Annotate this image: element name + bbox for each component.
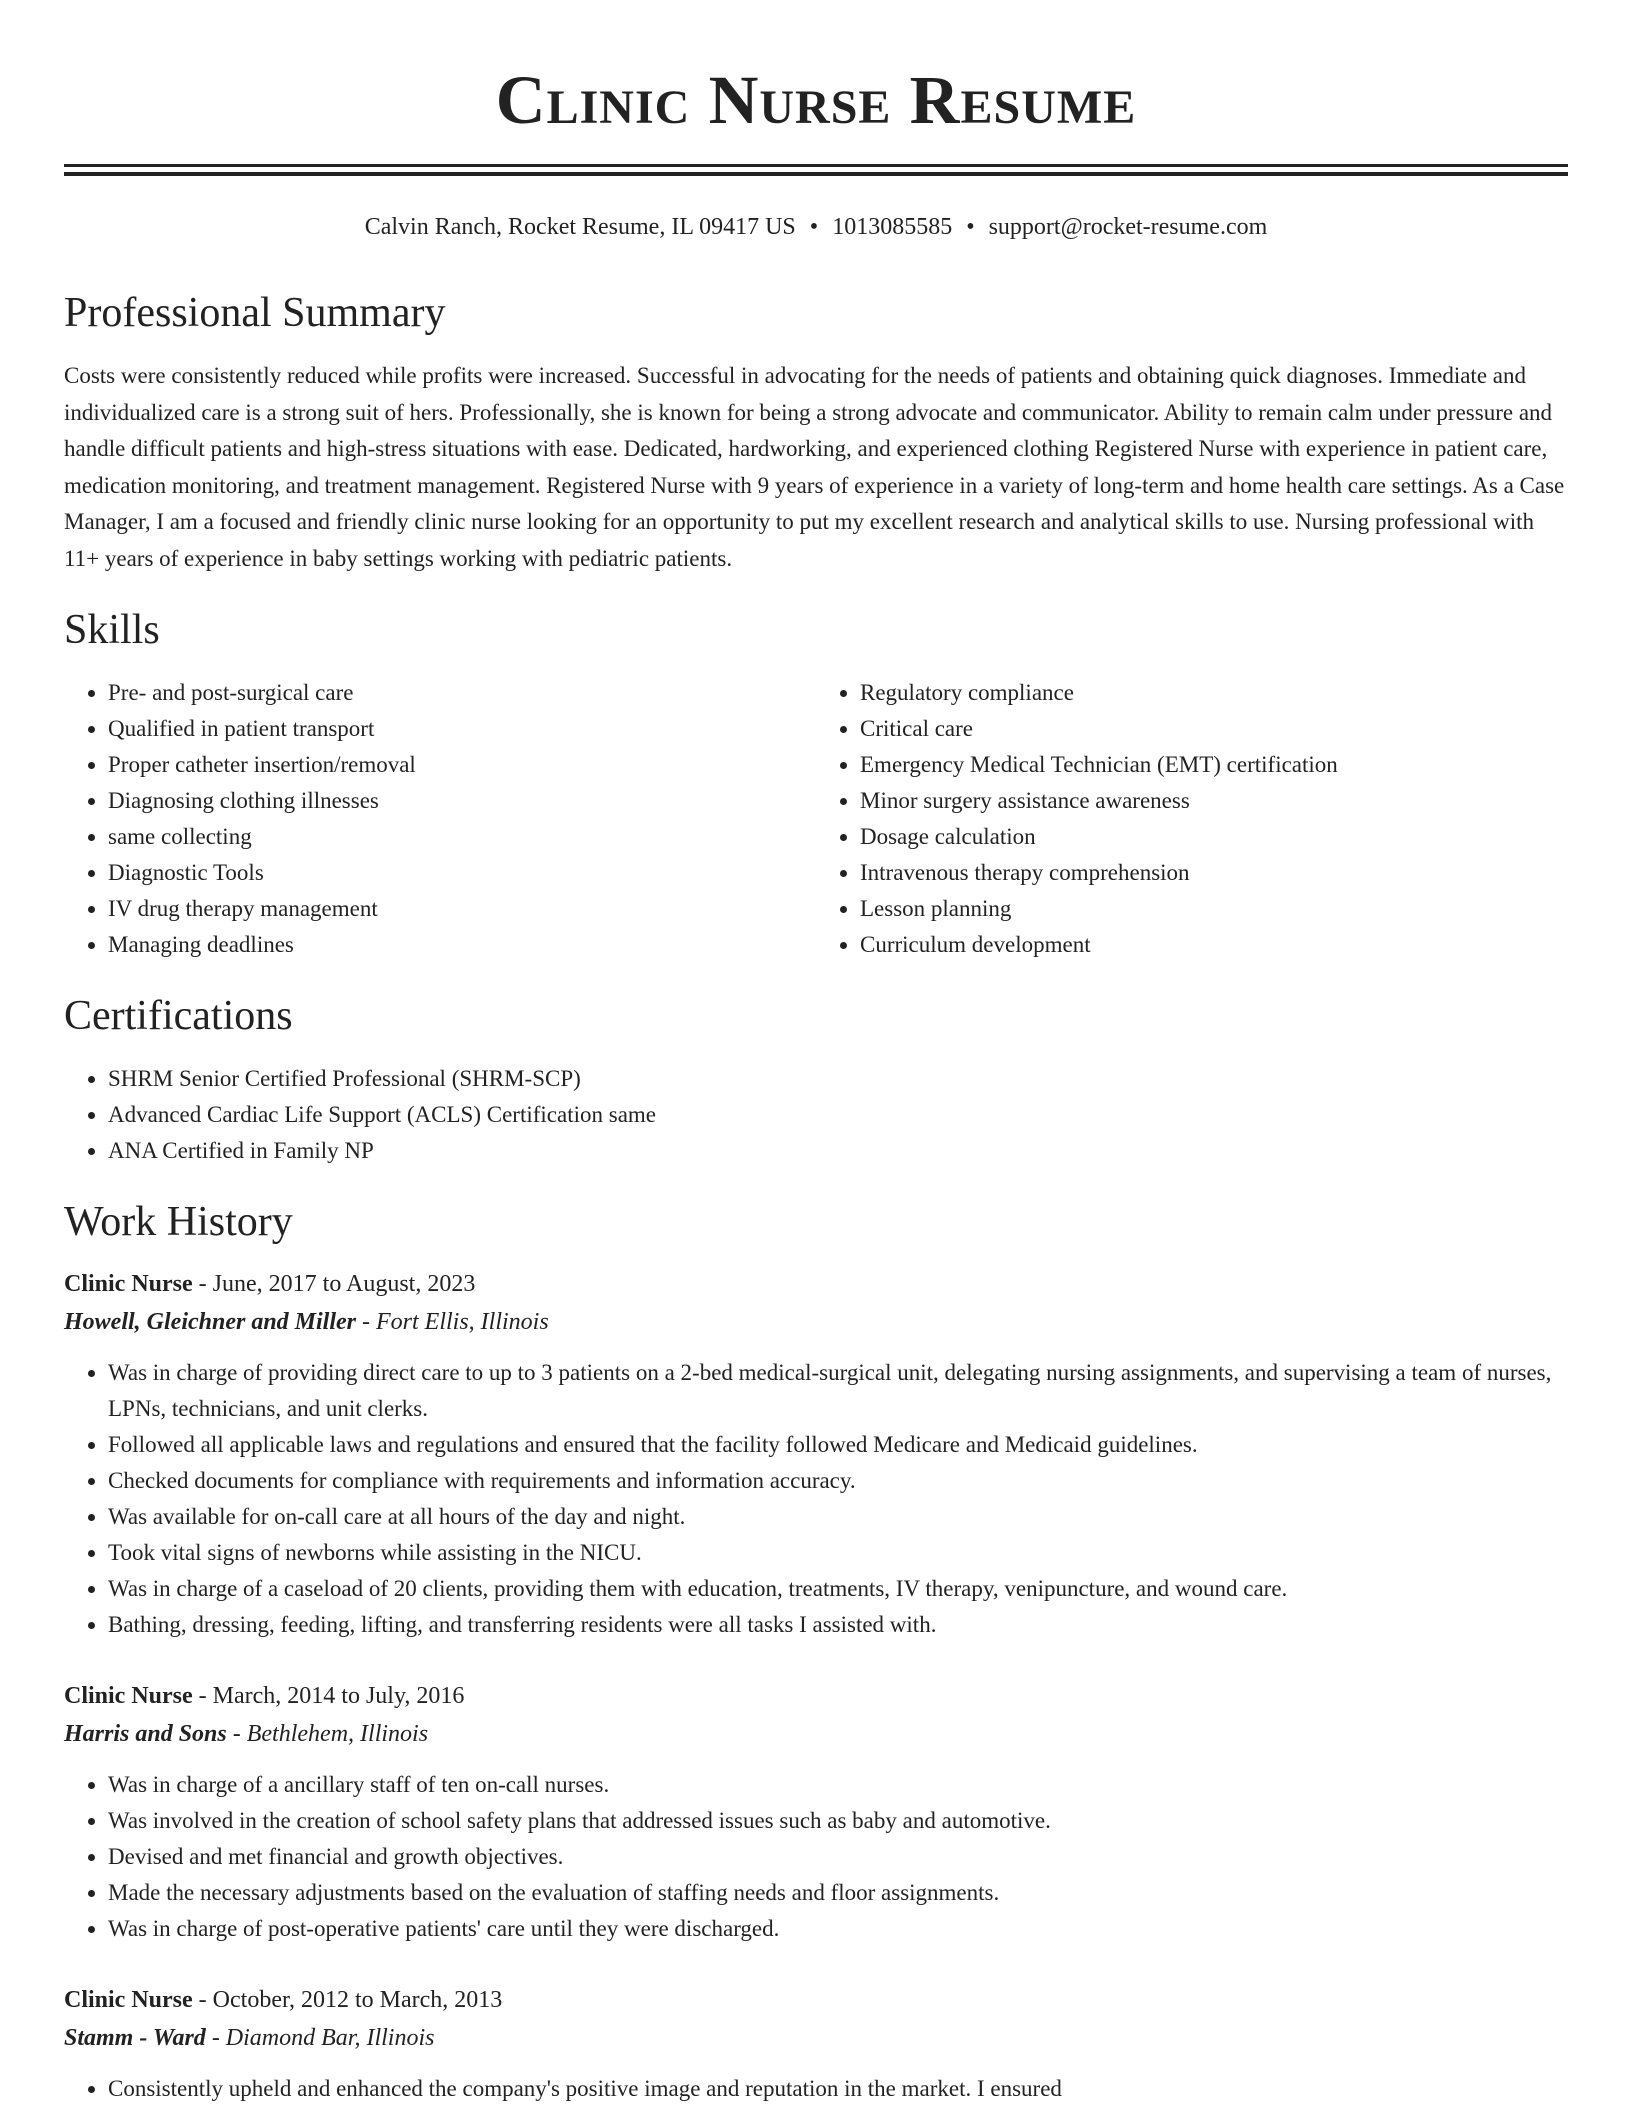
summary-text: Costs were consistently reduced while profits were increased. Successful in advocating for the needs of patients and obtaining quick diagnoses. Immediate and individualized care is a strong suit of hers. Professionally, she is known for being a strong advocate and communicator. Ability to remain calm under pressure and handle difficult patients and high-stress situations with ease. Dedicated, hardworking, and experienced clothing Registered Nurse with experience in patient care, medication monitoring, and treatment management. Registered Nurse with 9 years of experience in a variety of long-term and home health care settings. As a Case Manager, I am a focused and friendly clinic nurse looking for an opportunity to put my excellent research and analytical skills to use. Nursing professional with 11+ years of experience in baby settings working with pediatric patients. (64, 363, 1565, 571)
job-bullet: • Was in charge of post-operative patients' care until they were discharged. (108, 1911, 1568, 1947)
job-bullet: • Devised and met financial and growth objectives. (108, 1839, 1568, 1875)
job-role: Clinic Nurse (64, 1987, 193, 2013)
certifications-list (64, 1061, 1568, 1169)
job-entry (64, 1265, 1568, 1643)
skill-item: • IV drug therapy management (108, 891, 816, 927)
contact-email[interactable]: support@rocket-resume.com (988, 214, 1268, 240)
job-bullet: • Made the necessary adjustments based on the evaluation of staffing needs and floor assignments. (108, 1875, 1568, 1911)
skill-item: • Lesson planning (860, 891, 1568, 927)
job-bullet: • Followed all applicable laws and regulations and ensured that the facility followed Medicare and Medicaid guidelines. (108, 1427, 1568, 1463)
work-history-section (64, 1197, 1568, 2107)
contact-address: Calvin Ranch, Rocket Resume, IL 09417 US (364, 214, 796, 240)
job-company: Harris and Sons (64, 1721, 227, 1747)
job-bullet: • Was in charge of providing direct care to up to 3 patients on a 2-bed medical-surgical unit, delegating nursing assignments, and supervising a team of nurses, LPNs, technicians, and unit clerks. (108, 1355, 1568, 1427)
job-bullets (64, 1355, 1568, 1643)
skill-item: • Managing deadlines (108, 927, 816, 963)
job-header (64, 1265, 1568, 1303)
skill-item: • Diagnosing clothing illnesses (108, 783, 816, 819)
contact-line (64, 210, 1568, 244)
job-role: Clinic Nurse (64, 1683, 193, 1709)
skill-item: • Emergency Medical Technician (EMT) certification (860, 747, 1568, 783)
section-heading-summary: Professional Summary (64, 290, 446, 336)
skill-item: • Critical care (860, 711, 1568, 747)
skill-item: • Dosage calculation (860, 819, 1568, 855)
job-company-line (64, 2019, 1568, 2057)
job-entry (64, 1677, 1568, 1947)
skills-grid (64, 675, 1568, 963)
contact-phone: 1013085585 (832, 214, 953, 240)
job-bullet: • Bathing, dressing, feeding, lifting, and transferring residents were all tasks I assisted with. (108, 1607, 1568, 1643)
job-bullet: • Checked documents for compliance with requirements and information accuracy. (108, 1463, 1568, 1499)
skill-item: • Qualified in patient transport (108, 711, 816, 747)
skills-list-left (64, 675, 816, 963)
certification-item: • ANA Certified in Family NP (108, 1133, 1568, 1169)
certification-item: • SHRM Senior Certified Professional (SHRM-SCP) (108, 1061, 1568, 1097)
job-bullet: • Consistently upheld and enhanced the company's positive image and reputation in the market. I ensured (108, 2071, 1568, 2107)
job-role: Clinic Nurse (64, 1271, 193, 1297)
certification-item: • Advanced Cardiac Life Support (ACLS) Certification same (108, 1097, 1568, 1133)
job-header (64, 1677, 1568, 1715)
job-header (64, 1981, 1568, 2019)
job-company: Howell, Gleichner and Miller (64, 1309, 357, 1335)
job-company-line (64, 1303, 1568, 1341)
skill-item: • Diagnostic Tools (108, 855, 816, 891)
job-location: - Fort Ellis, Illinois (362, 1309, 549, 1335)
job-bullets (64, 2071, 1568, 2107)
job-company: Stamm - Ward (64, 2025, 206, 2051)
job-company-line (64, 1715, 1568, 1753)
section-heading-skills: Skills (64, 607, 160, 653)
contact-separator: • (966, 214, 975, 240)
job-bullet: • Was involved in the creation of school safety plans that addressed issues such as baby and automotive. (108, 1803, 1568, 1839)
skills-list-right (816, 675, 1568, 963)
skill-item: • Intravenous therapy comprehension (860, 855, 1568, 891)
job-location: - Diamond Bar, Illinois (211, 2025, 435, 2051)
section-heading-certifications: Certifications (64, 993, 293, 1039)
job-dates: - June, 2017 to August, 2023 (198, 1271, 476, 1297)
skills-section (64, 605, 1568, 963)
job-entry (64, 1981, 1568, 2107)
skill-item: • Minor surgery assistance awareness (860, 783, 1568, 819)
skill-item: • same collecting (108, 819, 816, 855)
job-bullet: • Was in charge of a caseload of 20 clients, providing them with education, treatments, IV therapy, venipuncture, and wound care. (108, 1571, 1568, 1607)
skill-item: • Curriculum development (860, 927, 1568, 963)
job-bullet: • Took vital signs of newborns while assisting in the NICU. (108, 1535, 1568, 1571)
contact-separator: • (809, 214, 819, 240)
skill-item: • Proper catheter insertion/removal (108, 747, 816, 783)
job-dates: - October, 2012 to March, 2013 (198, 1987, 503, 2013)
job-dates: - March, 2014 to July, 2016 (198, 1683, 465, 1709)
skill-item: • Pre- and post-surgical care (108, 675, 816, 711)
job-bullets (64, 1767, 1568, 1947)
job-bullet: • Was in charge of a ancillary staff of ten on-call nurses. (108, 1767, 1568, 1803)
certifications-section (64, 991, 1568, 1169)
professional-summary-section (64, 288, 1568, 577)
job-location: - Bethlehem, Illinois (232, 1721, 429, 1747)
page-title: Clinic Nurse Resume (495, 62, 1137, 138)
section-heading-work-history: Work History (64, 1199, 293, 1245)
job-bullet: • Was available for on-call care at all hours of the day and night. (108, 1499, 1568, 1535)
skill-item: • Regulatory compliance (860, 675, 1568, 711)
title-divider (64, 164, 1568, 176)
